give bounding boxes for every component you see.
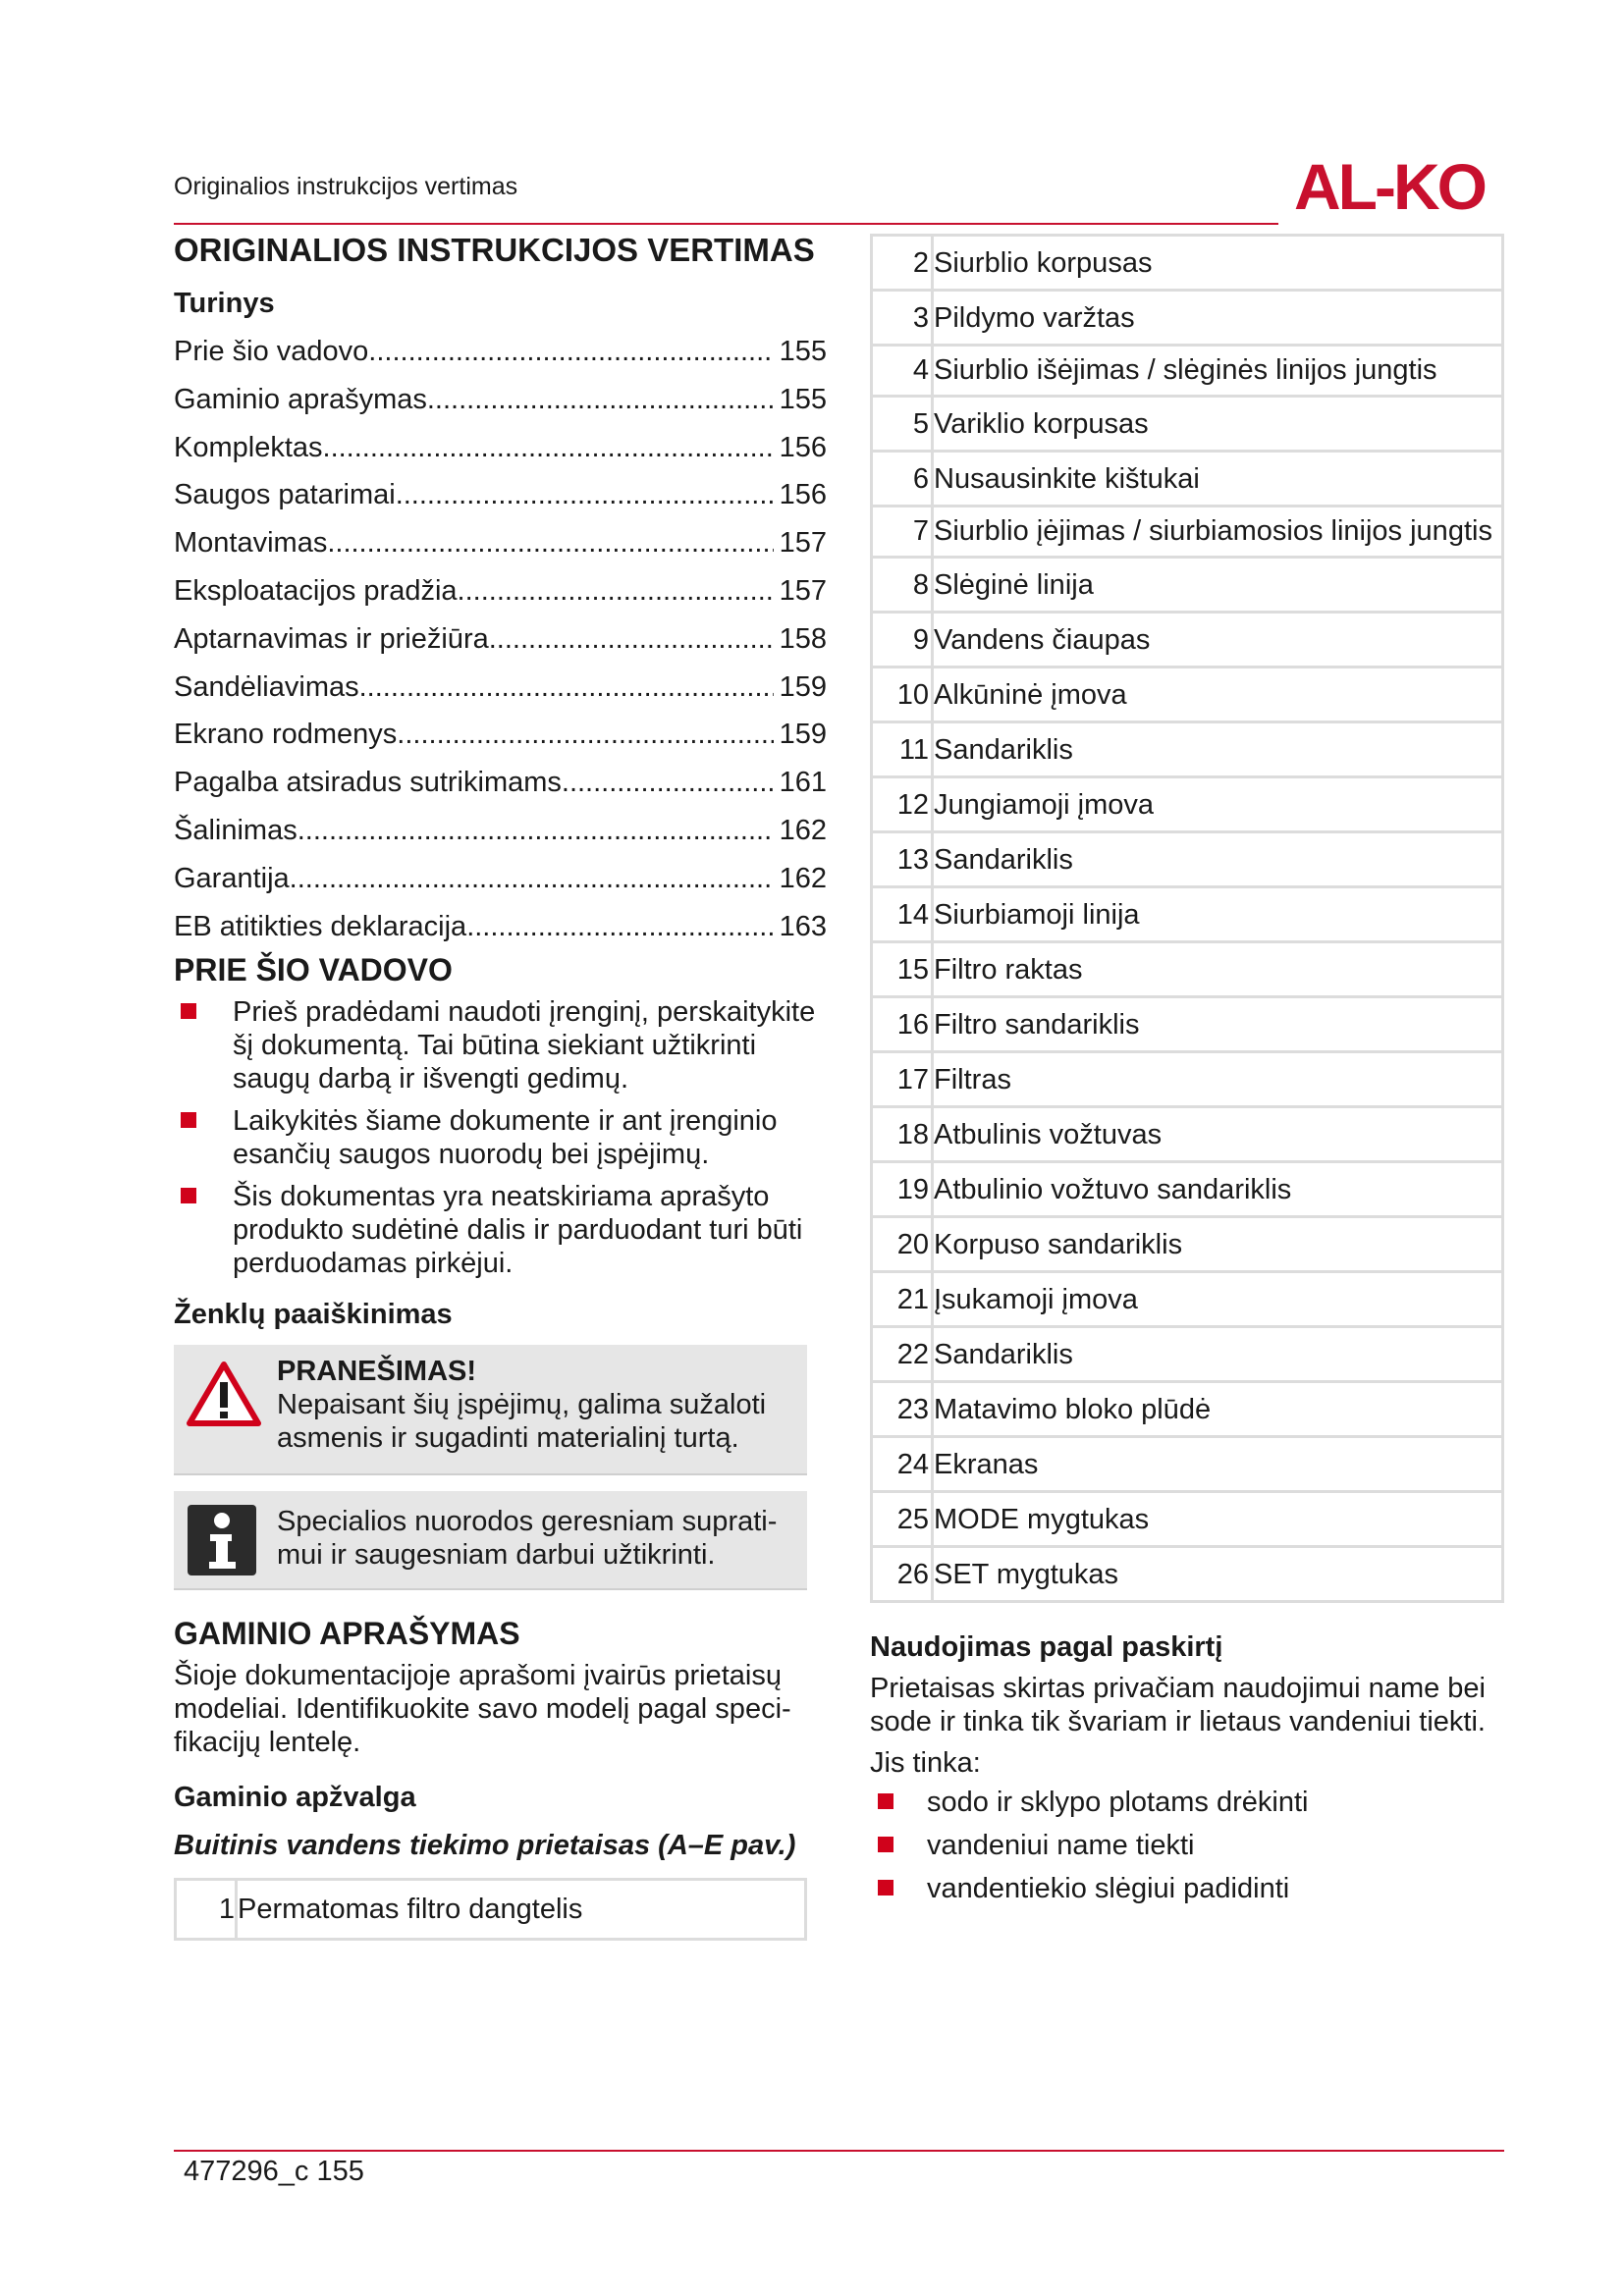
table-row [873, 668, 1501, 723]
part-label: SET mygtukas [934, 1559, 1119, 1590]
toc-item-page: 159 [779, 670, 827, 703]
toc-item-title: Montavimas [174, 527, 328, 560]
part-number: 3 [912, 302, 929, 334]
right-column [870, 234, 1504, 1915]
table-divider [931, 614, 934, 666]
table-row [873, 507, 1501, 559]
part-label: Siurblio išėjimas / slėginės linijos jungtis [934, 354, 1437, 386]
usage-text: Prietaisas skirtas privačiam naudojimui name bei sode ir tinka tik švariam ir lietaus vandeniui tiekti. [870, 1673, 1486, 1737]
table-row [873, 998, 1501, 1053]
toc-dots [396, 471, 774, 519]
table-divider [931, 559, 934, 611]
part-number: 18 [896, 1119, 929, 1150]
table-divider [931, 1053, 934, 1105]
about-title: PRIE ŠIO VADOVO [174, 952, 453, 988]
part-number: 4 [912, 354, 929, 386]
part-number: 20 [896, 1229, 929, 1260]
part-number: 1 [218, 1894, 235, 1926]
part-label: Atbulinis vožtuvas [934, 1119, 1163, 1150]
info-notice [174, 1491, 807, 1590]
alko-logo [1294, 152, 1505, 219]
part-number: 14 [896, 899, 929, 931]
document-title: ORIGINALIOS INSTRUKCIJOS VERTIMAS [174, 232, 815, 268]
list-item [174, 1104, 827, 1171]
part-number: 10 [896, 679, 929, 711]
table-divider [931, 1108, 934, 1160]
part-label: Įsukamoji įmova [934, 1284, 1138, 1315]
table-row [873, 453, 1501, 507]
toc-dots [397, 711, 774, 759]
table-row [873, 559, 1501, 614]
part-label: Filtras [934, 1064, 1011, 1095]
toc-item-page: 162 [779, 862, 827, 894]
table-divider [235, 1881, 238, 1938]
toc-item[interactable] [174, 807, 827, 855]
table-row [873, 1053, 1501, 1108]
part-label: Pildymo varžtas [934, 302, 1135, 334]
part-label: Filtro sandariklis [934, 1009, 1140, 1041]
part-label: Atbulinio vožtuvo sandariklis [934, 1174, 1292, 1205]
part-number: 16 [896, 1009, 929, 1041]
toc-item-title: Pagalba atsiradus sutrikimams [174, 767, 562, 799]
table-row [873, 347, 1501, 398]
table-divider [931, 1163, 934, 1215]
part-number: 5 [912, 408, 929, 440]
info-icon [186, 1503, 258, 1577]
table-divider [931, 453, 934, 505]
part-number: 15 [896, 954, 929, 986]
list-item-text: sodo ir sklypo plotams drėkinti [927, 1787, 1309, 1818]
toc-item-title: Gaminio aprašymas [174, 383, 427, 415]
toc-item-page: 162 [779, 814, 827, 846]
toc-item-title: EB atitikties deklaracija [174, 910, 467, 942]
toc-item-page: 156 [779, 479, 827, 511]
part-label: Matavimo bloko plūdė [934, 1394, 1212, 1425]
warning-triangle-icon [186, 1361, 262, 1427]
warning-title: PRANEŠIMAS! [277, 1356, 477, 1388]
part-label: Siurblio įėjimas / siurbiamosios linijos jungtis [934, 515, 1492, 547]
usage-title: Naudojimas pagal paskirtį [870, 1631, 1223, 1663]
warning-text: Nepaisant šių įspėjimų, galima sužaloti asmenis ir sugadinti materialinį turtą. [277, 1389, 767, 1455]
toc-item[interactable] [174, 471, 827, 519]
list-item [870, 1786, 1504, 1819]
part-label: Jungiamoji įmova [934, 789, 1155, 821]
table-of-contents [174, 328, 827, 950]
part-number: 19 [896, 1174, 929, 1205]
part-number: 2 [912, 247, 929, 279]
parts-table-left [174, 1878, 807, 1941]
part-number: 7 [912, 515, 929, 547]
part-label: Variklio korpusas [934, 408, 1149, 440]
bullet-square-icon [181, 1003, 196, 1019]
list-item [174, 1180, 827, 1280]
toc-item-page: 159 [779, 719, 827, 751]
part-number: 25 [896, 1504, 929, 1535]
table-row [873, 778, 1501, 833]
table-divider [931, 833, 934, 885]
table-divider [931, 507, 934, 556]
info-text: Specialios nuorodos geresniam supratimui ir saugesniam darbui užtikrinti. [277, 1506, 778, 1572]
toc-dots [290, 855, 774, 903]
part-number: 21 [896, 1284, 929, 1315]
part-number: 23 [896, 1394, 929, 1425]
toc-item-page: 157 [779, 574, 827, 607]
product-title: GAMINIO APRAŠYMAS [174, 1616, 520, 1652]
table-divider [931, 668, 934, 721]
part-number: 24 [896, 1449, 929, 1480]
table-row [177, 1881, 804, 1938]
list-item-text: Šis dokumentas yra neatskiriama aprašyto produkto sudėtinė dalis ir parduodant turi būti perduodamas pirkėjui. [233, 1181, 803, 1280]
table-divider [931, 943, 934, 995]
part-label: Sandariklis [934, 734, 1073, 766]
table-row [873, 1493, 1501, 1548]
list-item [174, 995, 827, 1095]
toc-item-title: Sandėliavimas [174, 670, 359, 703]
part-number: 11 [898, 734, 929, 766]
table-divider [931, 347, 934, 395]
toc-dots [562, 759, 774, 807]
table-divider [931, 998, 934, 1050]
part-number: 9 [912, 624, 929, 656]
table-divider [931, 1218, 934, 1270]
toc-item-title: Prie šio vadovo [174, 336, 369, 367]
bullet-square-icon [878, 1793, 893, 1809]
usage-fits: Jis tinka: [870, 1747, 981, 1779]
toc-item[interactable] [174, 567, 827, 615]
table-divider [931, 1328, 934, 1380]
table-divider [931, 398, 934, 450]
table-row [873, 723, 1501, 778]
header-label: Originalios instrukcijos vertimas [174, 173, 518, 200]
toc-item-title: Eksploatacijos pradžia [174, 574, 458, 607]
list-item-text: vandentiekio slėgiui padidinti [927, 1873, 1290, 1904]
logo-text: AL-KO [1294, 152, 1485, 219]
bullet-square-icon [878, 1880, 893, 1896]
table-divider [931, 1383, 934, 1435]
table-row [873, 1163, 1501, 1218]
about-bullets [174, 995, 827, 1280]
table-divider [931, 1493, 934, 1545]
toc-title: Turinys [174, 288, 275, 319]
list-item-text: Prieš pradėdami naudoti įrenginį, perskaitykite šį dokumentą. Tai būtina siekiant užtikrinti saugų darbą ir išvengti gedimų. [233, 996, 816, 1095]
table-row [873, 888, 1501, 943]
list-item-text: Laikykitės šiame dokumente ir ant įrenginio esančių saugos nuorodų bei įspėjimų. [233, 1105, 778, 1171]
toc-item-title: Komplektas [174, 431, 323, 463]
toc-item-page: 155 [779, 336, 827, 367]
toc-dots [359, 664, 774, 712]
part-number: 6 [912, 463, 929, 495]
part-label: Alkūninė įmova [934, 679, 1127, 711]
part-label: Nusausinkite kištukai [934, 463, 1200, 495]
toc-dots [489, 615, 774, 664]
table-row [873, 1108, 1501, 1163]
table-row [873, 1218, 1501, 1273]
usage-bullets [870, 1786, 1504, 1905]
list-item [870, 1829, 1504, 1862]
part-label: Korpuso sandariklis [934, 1229, 1183, 1260]
table-divider [931, 292, 934, 344]
toc-item-title: Garantija [174, 862, 290, 894]
table-divider [931, 723, 934, 775]
parts-table-right [870, 234, 1504, 1603]
toc-dots [466, 903, 774, 951]
toc-dots [368, 328, 774, 376]
table-row [873, 1383, 1501, 1438]
toc-dots [427, 376, 774, 424]
toc-dots [298, 807, 774, 855]
toc-item[interactable] [174, 855, 827, 903]
part-label: Vandens čiaupas [934, 624, 1151, 656]
toc-item[interactable] [174, 903, 827, 951]
footer-page-info: 477296_c 155 [184, 2156, 364, 2187]
symbols-title: Ženklų paaiškinimas [174, 1299, 453, 1331]
part-label: Siurblio korpusas [934, 247, 1153, 279]
part-label: MODE mygtukas [934, 1504, 1150, 1535]
part-label: Siurbiamoji linija [934, 899, 1140, 931]
product-text: Šioje dokumentacijoje aprašomi įvairūs prietaisų modeliai. Identifikuokite savo modelį pagal specifikacijų lentelę. [174, 1660, 791, 1759]
part-label: Sandariklis [934, 844, 1073, 876]
part-number: 13 [896, 844, 929, 876]
table-divider [931, 1548, 934, 1600]
bullet-square-icon [878, 1837, 893, 1852]
toc-item[interactable] [174, 424, 827, 472]
table-row [873, 292, 1501, 347]
toc-item-title: Aptarnavimas ir priežiūra [174, 622, 489, 655]
toc-item-title: Ekrano rodmenys [174, 719, 398, 751]
toc-dots [458, 567, 774, 615]
part-number: 17 [896, 1064, 929, 1095]
table-row [873, 1273, 1501, 1328]
toc-item-page: 156 [779, 431, 827, 463]
part-number: 22 [896, 1339, 929, 1370]
toc-dots [323, 424, 774, 472]
part-label: Permatomas filtro dangtelis [238, 1894, 583, 1926]
table-row [873, 1438, 1501, 1493]
toc-dots [327, 519, 774, 567]
toc-item-title: Šalinimas [174, 814, 298, 846]
toc-item-page: 161 [779, 767, 827, 799]
toc-item-title: Saugos patarimai [174, 479, 396, 511]
bullet-square-icon [181, 1188, 196, 1203]
table-row [873, 1548, 1501, 1600]
toc-item-page: 163 [779, 910, 827, 942]
table-divider [931, 778, 934, 830]
table-row [873, 237, 1501, 292]
part-number: 26 [896, 1559, 929, 1590]
part-label: Slėginė linija [934, 569, 1094, 601]
header-rule [174, 223, 1278, 225]
list-item-text: vandeniui name tiekti [927, 1830, 1195, 1861]
toc-item-page: 157 [779, 527, 827, 560]
part-number: 12 [896, 789, 929, 821]
part-number: 8 [912, 569, 929, 601]
toc-item[interactable] [174, 519, 827, 567]
footer-rule [174, 2150, 1504, 2152]
part-label: Sandariklis [934, 1339, 1073, 1370]
bullet-square-icon [181, 1112, 196, 1128]
part-label: Filtro raktas [934, 954, 1083, 986]
toc-item[interactable] [174, 711, 827, 759]
table-row [873, 833, 1501, 888]
table-divider [931, 237, 934, 289]
toc-item[interactable] [174, 376, 827, 424]
table-divider [931, 1438, 934, 1490]
table-row [873, 398, 1501, 453]
toc-item-page: 155 [779, 383, 827, 415]
device-title: Buitinis vandens tiekimo prietaisas (A–E pav.) [174, 1830, 796, 1862]
warning-notice [174, 1345, 807, 1475]
toc-item[interactable] [174, 328, 827, 376]
table-row [873, 943, 1501, 998]
table-row [873, 614, 1501, 668]
toc-item[interactable] [174, 664, 827, 712]
overview-title: Gaminio apžvalga [174, 1782, 416, 1814]
toc-item[interactable] [174, 615, 827, 664]
table-divider [931, 888, 934, 940]
table-divider [931, 1273, 934, 1325]
list-item [870, 1872, 1504, 1905]
part-label: Ekranas [934, 1449, 1039, 1480]
table-row [873, 1328, 1501, 1383]
toc-item[interactable] [174, 759, 827, 807]
left-column [174, 230, 827, 1941]
toc-item-page: 158 [779, 622, 827, 655]
